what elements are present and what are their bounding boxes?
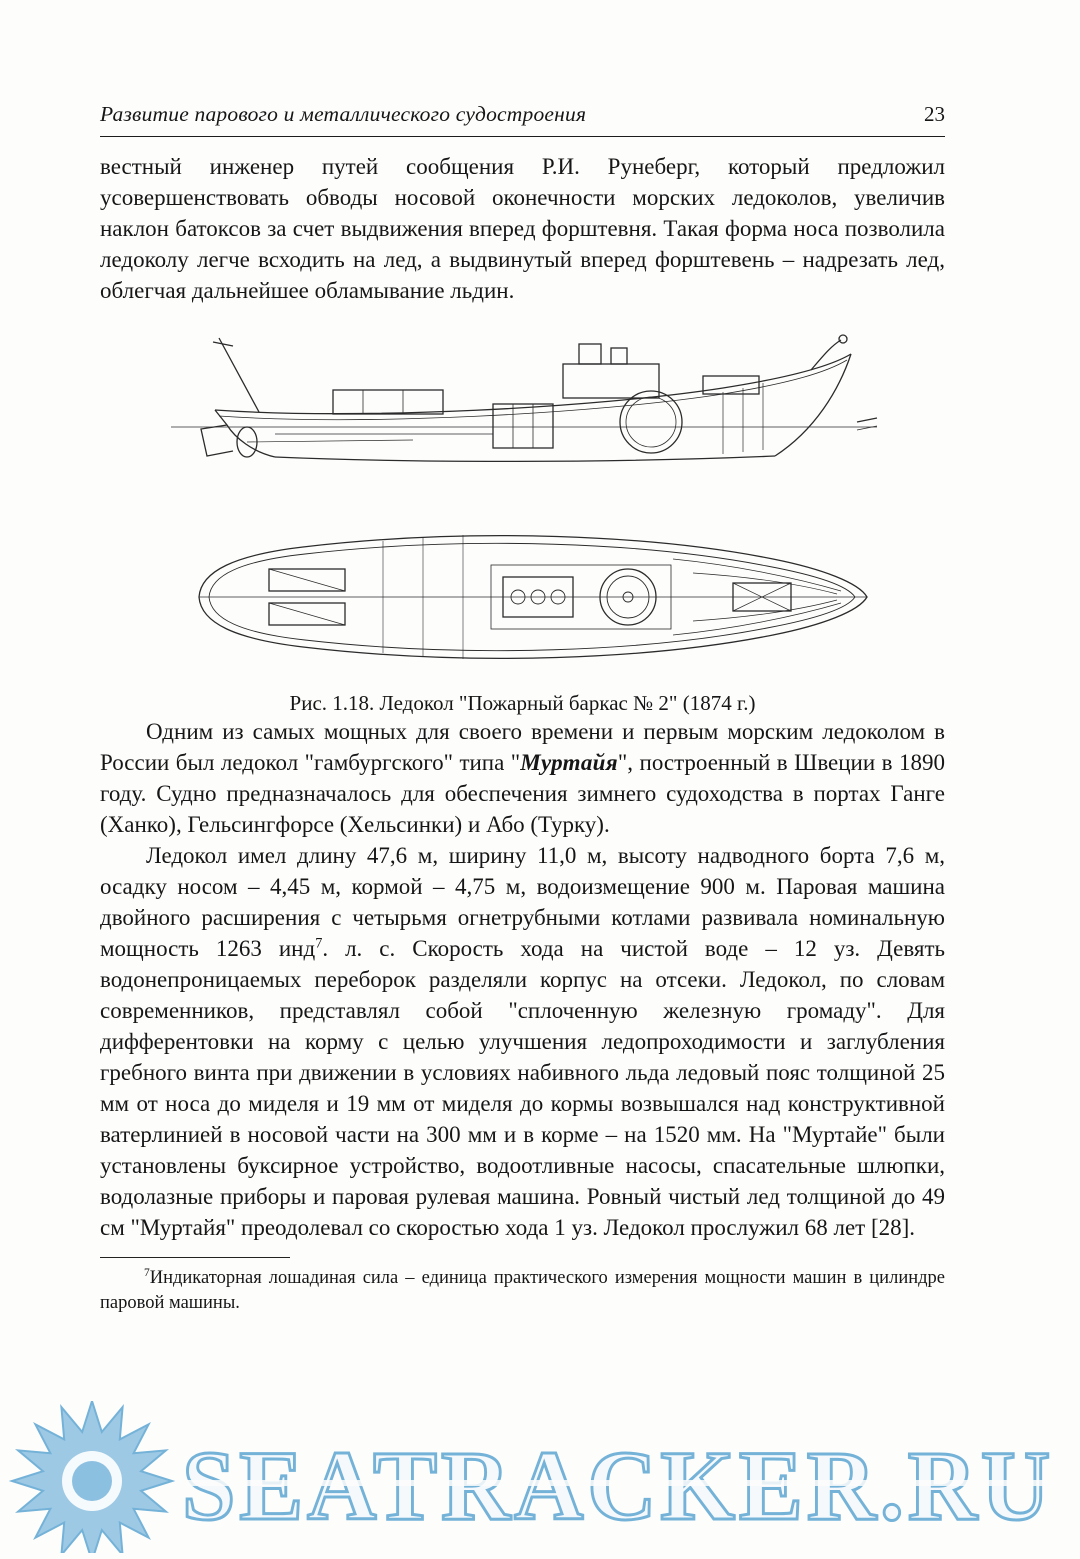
sun-icon-core [72, 1461, 112, 1501]
figure-caption: Рис. 1.18. Ледокол "Пожарный баркас № 2" (1874 г.) [289, 691, 756, 715]
paragraph-runeberg: вестный инженер путей сообщения Р.И. Рунеберг, который предложил усовершенствовать обводы носовой оконечности морских ледоколов, увеличив наклон батоксов за счет выдвижения вперед форштевня. Такая форма носа позволила ледоколу легче всходить на лед, а выдвинутый вперед форштевень – надрезать лед, облегчая дальнейшее обламывание льдин. [100, 154, 945, 303]
watermark [0, 1401, 1080, 1553]
running-title: Развитие парового и металлического судостроения [100, 102, 587, 126]
paragraph-text: ", построенный в Швеции в 1890 году. Судно предназначалось для обеспечения зимнего судоходства в портах Ганге (Ханко), Гельсингфорсе (Хельсинки) и Або (Турку). [100, 750, 945, 837]
footnote-separator [100, 1257, 290, 1258]
ship-name-emphasis: Муртайя [520, 750, 618, 775]
figure-icebreaker [100, 330, 945, 716]
watermark-text: SEATRACKER.RU [182, 1430, 1054, 1541]
footnote [100, 1266, 945, 1316]
footnote-text: Индикаторная лошадиная сила – единица практического измерения мощности машин в цилиндре паровой машины. [100, 1268, 945, 1313]
page-header [100, 102, 945, 137]
ship-plan-view-drawing [173, 525, 873, 670]
page-content [100, 0, 945, 1316]
footnote-marker: 7 [144, 1266, 150, 1279]
ship-side-view-drawing [163, 330, 883, 490]
paragraph-text: Ледокол имел длину 47,6 м, ширину 11,0 м, высоту надводного борта 7,6 м, осадку носом – 4,45 м, кормой – 4,75 м, водоизмещение 900 м. Паровая машина двойного расширения с четырьмя огнетрубными котлами развивала номинальную мощность 1263 инд [100, 843, 945, 961]
paragraph-text: . л. с. Скорость хода на чистой воде – 12 уз. Девять водонепроницаемых переборок разделяли корпус на отсеки. Ледокол, по словам современников, представлял собой "сплоченную железную громаду". Для дифферентовки на корму с целью улучшения ледопроходимости и заглубления гребного винта при движении в условиях набивного льда ледовый пояс толщиной 25 мм от носа до миделя и 19 мм от миделя до кормы возвышался над конструктивной ватерлинией в носовой части на 300 мм и в корме – на 1520 мм. На "Муртайе" были установлены буксирное устройство, водоотливные насосы, спасательные шлюпки, водолазные приборы и паровая рулевая машина. Ровный чистый лед толщиной до 49 см "Муртайя" преодолевал со скоростью хода 1 уз. Ледокол прослужил 68 лет [28]. [100, 936, 945, 1240]
paragraph-text: Одним из самых мощных для своего времени и первым морским ледоколом в России был ледокол "гамбургского" типа " [100, 719, 945, 775]
footnote-reference: 7 [315, 935, 323, 952]
paragraph-murtaja-intro [100, 716, 945, 840]
page-number: 23 [924, 102, 945, 126]
paragraph-murtaja-specs [100, 840, 945, 1243]
